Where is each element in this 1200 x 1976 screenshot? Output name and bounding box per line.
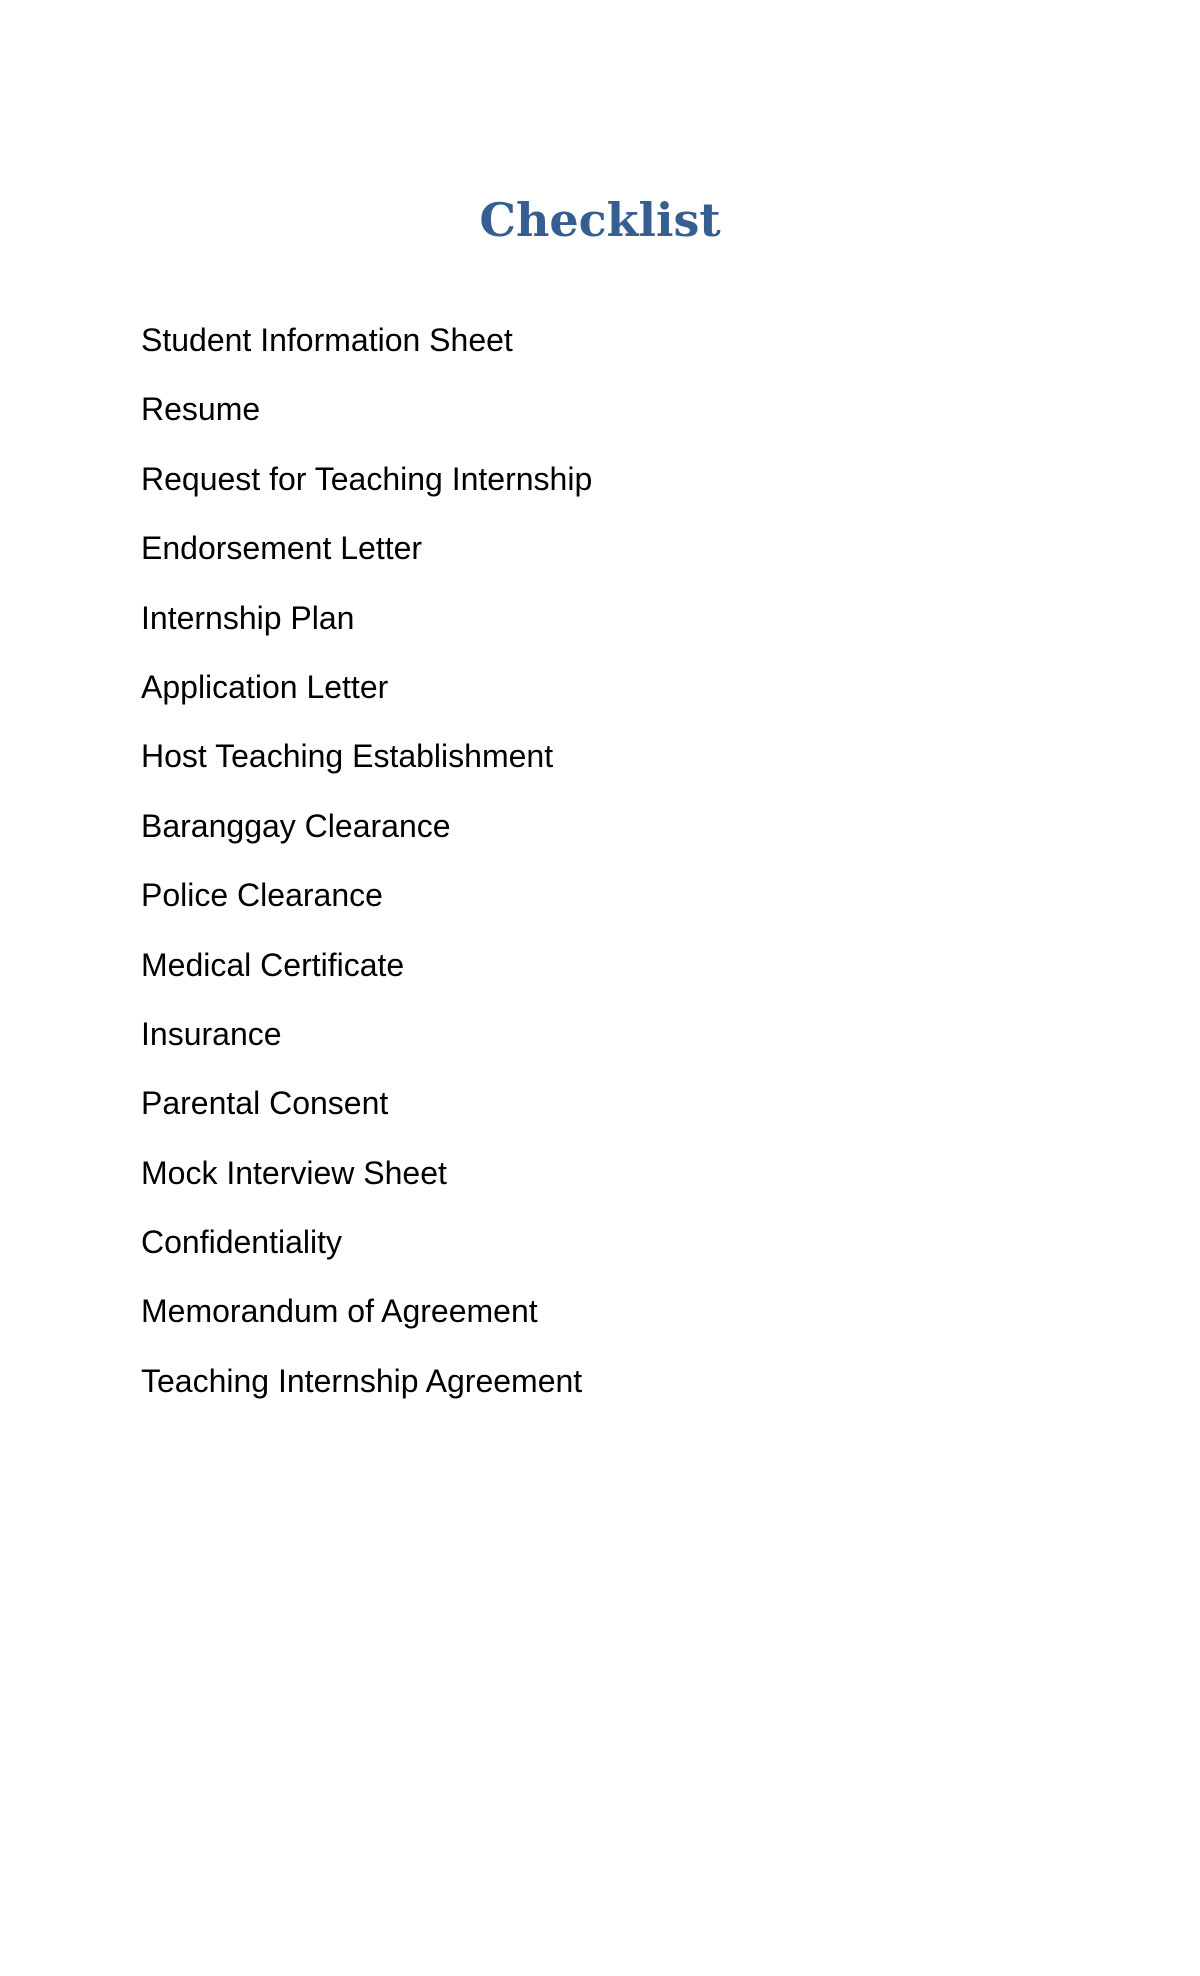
checklist-item: Student Information Sheet [141, 322, 513, 358]
checklist-item: Medical Certificate [141, 946, 405, 983]
checklist-item: Insurance [141, 1015, 282, 1052]
checklist-item: Mock Interview Sheet [141, 1154, 447, 1191]
checklist [141, 306, 592, 1416]
checklist-item: Resume [141, 391, 261, 428]
checklist-item: Endorsement Letter [141, 530, 423, 567]
checklist-item: Internship Plan [141, 599, 355, 636]
checklist-item: Request for Teaching Internship [141, 460, 593, 497]
checklist-item: Teaching Internship Agreement [141, 1362, 583, 1399]
checklist-item: Police Clearance [141, 877, 383, 914]
checklist-item: Parental Consent [141, 1085, 389, 1122]
checklist-item: Memorandum of Agreement [141, 1293, 538, 1330]
page-title: Checklist [479, 193, 721, 247]
checklist-item: Confidentiality [141, 1224, 342, 1261]
checklist-item: Baranggay Clearance [141, 807, 451, 844]
checklist-item: Application Letter [141, 668, 389, 705]
checklist-item: Host Teaching Establishment [141, 738, 554, 775]
